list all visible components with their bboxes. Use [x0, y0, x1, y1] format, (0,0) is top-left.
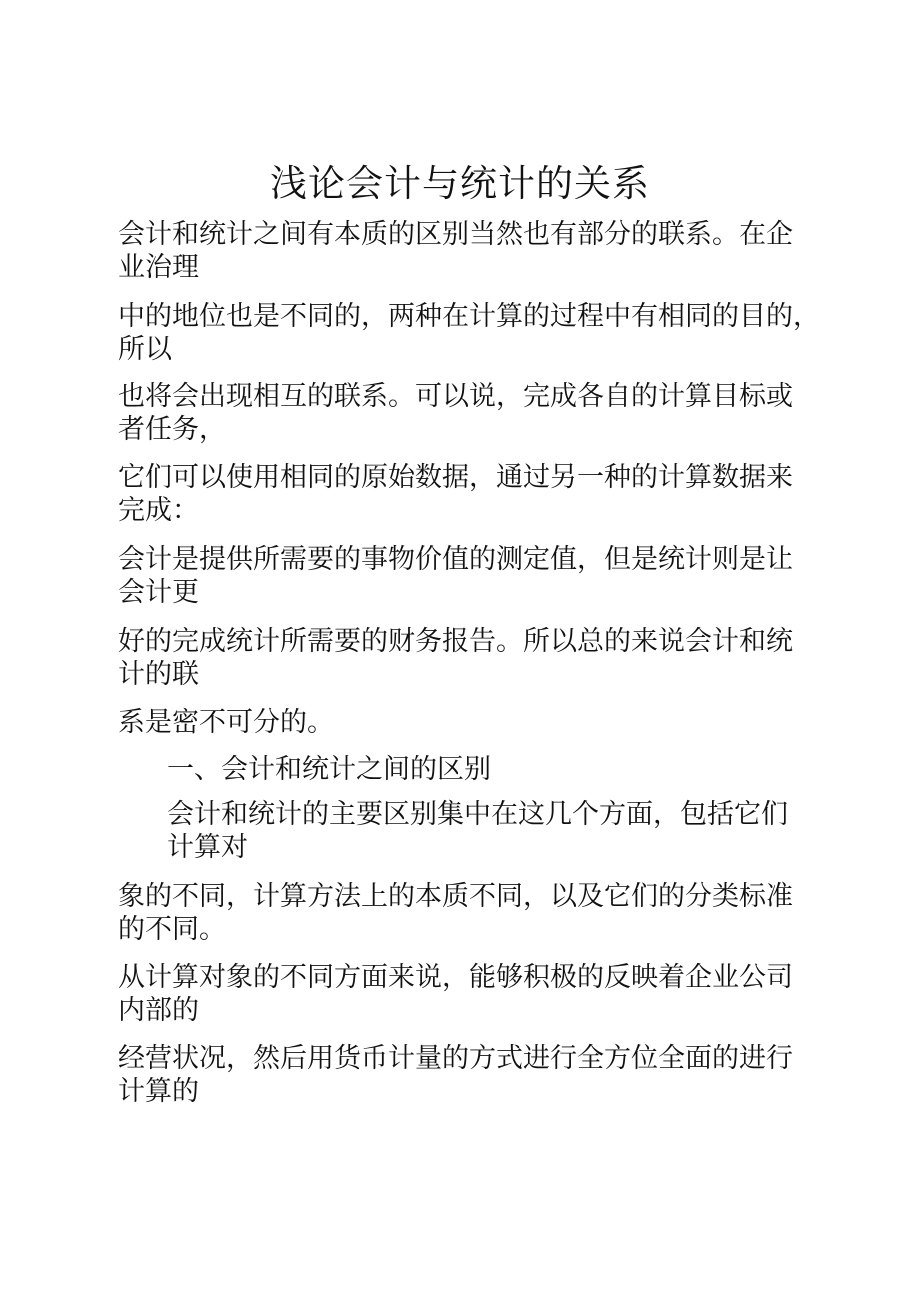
paragraph-5	[118, 543, 798, 609]
paragraph-4	[118, 461, 798, 527]
paragraph-line: 象的不同，计算方法上的本质不同，以及它们的分类标准	[118, 881, 793, 912]
paragraph-line: 系是密不可分的。	[118, 707, 334, 738]
heading-line: 一、会计和统计之间的区别	[167, 754, 491, 785]
paragraph-line: 经营状况，然后用货币计量的方式进行全方位全面的进行	[118, 1043, 793, 1074]
paragraph-10	[118, 961, 798, 1027]
paragraph-line: 内部的	[118, 995, 199, 1026]
paragraph-line: 的不同。	[118, 914, 226, 945]
paragraph-line: 从计算对象的不同方面来说，能够积极的反映着企业公司	[118, 962, 793, 993]
paragraph-line: 所以	[118, 334, 172, 365]
paragraph-line: 计算对	[167, 832, 248, 863]
paragraph-line: 会计和统计的主要区别集中在这几个方面，包括它们	[167, 799, 788, 830]
paragraph-3	[118, 380, 798, 446]
paragraph-line: 者任务，	[118, 414, 226, 445]
paragraph-8	[167, 798, 797, 864]
paragraph-1	[118, 218, 798, 284]
paragraph-line: 会计和统计之间有本质的区别当然也有部分的联系。在企	[118, 219, 793, 250]
paragraph-6	[118, 625, 798, 691]
document-title: 浅论会计与统计的关系	[270, 162, 650, 205]
paragraph-line: 也将会出现相互的联系。可以说，完成各自的计算目标或	[118, 381, 793, 412]
paragraph-line: 会计是提供所需要的事物价值的测定值，但是统计则是让	[118, 544, 793, 575]
paragraph-line: 计算的	[118, 1076, 199, 1107]
paragraph-line: 计的联	[118, 659, 199, 690]
paragraph-9	[118, 880, 798, 946]
paragraph-line: 中的地位也是不同的，两种在计算的过程中有相同的目的，	[118, 301, 820, 332]
paragraph-line: 完成：	[118, 495, 199, 526]
paragraph-7	[118, 706, 798, 739]
section-heading	[167, 753, 797, 786]
paragraph-11	[118, 1042, 798, 1108]
paragraph-line: 好的完成统计所需要的财务报告。所以总的来说会计和统	[118, 626, 793, 657]
paragraph-line: 会计更	[118, 577, 199, 608]
paragraph-line: 它们可以使用相同的原始数据，通过另一种的计算数据来	[118, 462, 793, 493]
paragraph-2	[118, 300, 820, 366]
paragraph-line: 业治理	[118, 252, 199, 283]
